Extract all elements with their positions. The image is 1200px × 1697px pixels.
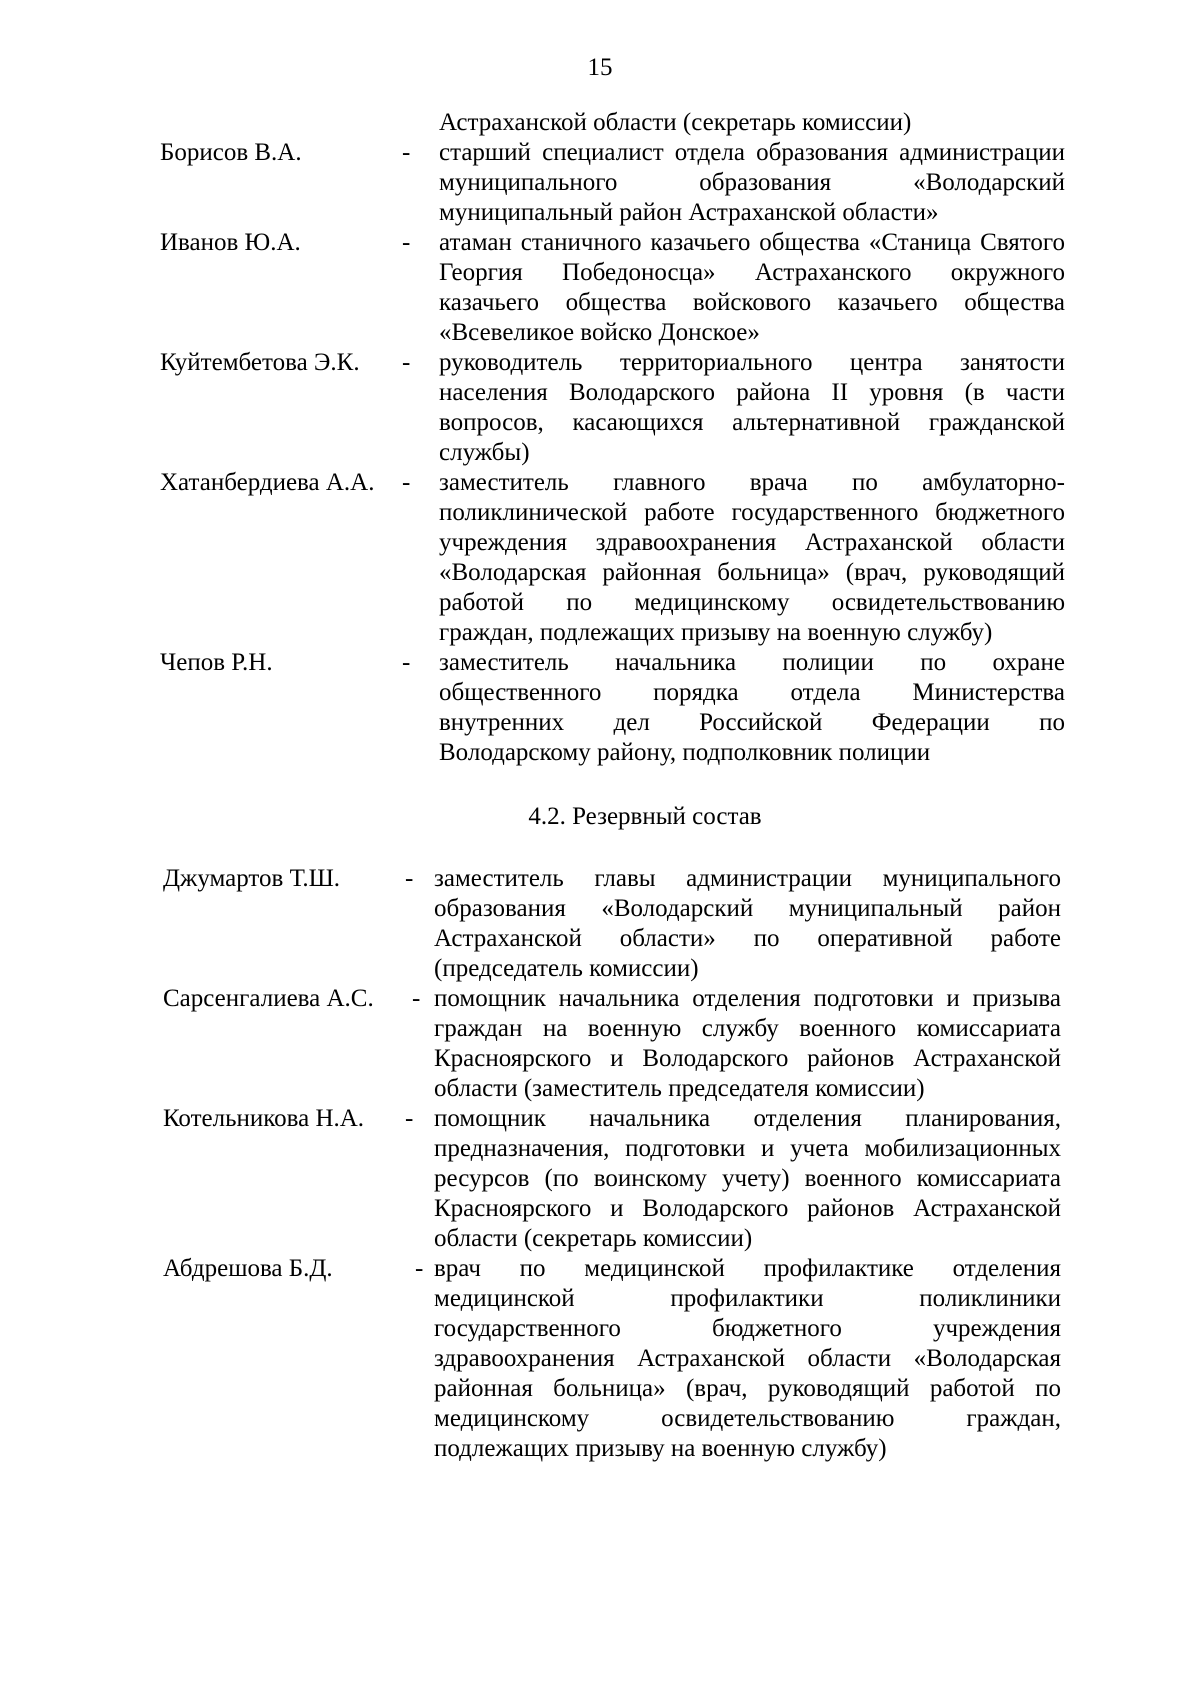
member-name: Куйтембетова Э.К. [160, 349, 360, 376]
text-line: предназначения, подготовки и учета мобилизационных [434, 1135, 1061, 1162]
text-line: Красноярского и Володарского районов Астраханской [434, 1195, 1061, 1222]
text-line: ресурсов (по воинскому учету) военного комиссариата [434, 1165, 1061, 1192]
dash-separator: - [402, 649, 411, 676]
text-line: общественного порядка отдела Министерства [439, 679, 1065, 706]
member-position [434, 864, 1061, 984]
text-line: руководитель территориального центра занятости [439, 349, 1065, 376]
member-name: Абдрешова Б.Д. [163, 1255, 333, 1282]
text-line: медицинской профилактики поликлиники [434, 1285, 1061, 1312]
text-line: старший специалист отдела образования администрации [439, 139, 1065, 166]
text-line: работой по медицинскому освидетельствованию [439, 589, 1065, 616]
text-line: поликлинической работе государственного бюджетного [439, 499, 1065, 526]
member-name: Борисов В.А. [160, 139, 302, 166]
dash-separator: - [412, 985, 421, 1012]
text-line: муниципального образования «Володарский [439, 169, 1065, 196]
text-line: казачьего общества войскового казачьего общества [439, 289, 1065, 316]
text-line: учреждения здравоохранения Астраханской области [439, 529, 1065, 556]
dash-separator: - [402, 229, 411, 256]
member-position [434, 1104, 1061, 1254]
dash-separator: - [402, 469, 411, 496]
text-line: медицинскому освидетельствованию граждан, [434, 1405, 1061, 1432]
text-line: «Володарская районная больница» (врач, руководящий [439, 559, 1065, 586]
text-line: Астраханской области (секретарь комиссии) [439, 109, 912, 136]
text-line: граждан на военную службу военного комиссариата [434, 1015, 1061, 1042]
text-line: атаман станичного казачьего общества «Станица Святого [439, 229, 1065, 256]
member-position [439, 348, 1065, 468]
text-line: муниципальный район Астраханской области» [439, 199, 939, 226]
text-line: Георгия Победоносца» Астраханского окружного [439, 259, 1065, 286]
text-line: государственного бюджетного учреждения [434, 1315, 1061, 1342]
page-number: 15 [587, 54, 613, 81]
member-name: Джумартов Т.Ш. [163, 865, 341, 892]
text-line: заместитель главы администрации муниципального [434, 865, 1061, 892]
text-line: подлежащих призыву на военную службу) [434, 1435, 887, 1462]
dash-separator: - [402, 349, 411, 376]
text-line: внутренних дел Российской Федерации по [439, 709, 1065, 736]
text-line: заместитель начальника полиции по охране [439, 649, 1065, 676]
text-line: населения Володарского района II уровня (в части [439, 379, 1065, 406]
dash-separator: - [405, 1105, 414, 1132]
text-line: граждан, подлежащих призыву на военную службу) [439, 619, 993, 646]
text-line: районная больница» (врач, руководящий работой по [434, 1375, 1061, 1402]
text-line: заместитель главного врача по амбулаторно- [439, 469, 1065, 496]
text-line: врач по медицинской профилактике отделения [434, 1255, 1061, 1282]
dash-separator: - [405, 865, 414, 892]
text-line: образования «Володарский муниципальный район [434, 895, 1061, 922]
member-position [439, 138, 1065, 228]
member-position [439, 468, 1065, 648]
member-position [434, 1254, 1061, 1464]
text-line: службы) [439, 439, 530, 466]
text-line: Володарскому району, подполковник полиции [439, 739, 931, 766]
member-name: Котельникова Н.А. [163, 1105, 365, 1132]
text-line: вопросов, касающихся альтернативной гражданской [439, 409, 1065, 436]
text-line: Астраханской области» по оперативной работе [434, 925, 1061, 952]
text-line: «Всевеликое войско Донское» [439, 319, 760, 346]
text-line: области (заместитель председателя комиссии) [434, 1075, 925, 1102]
dash-separator: - [415, 1255, 424, 1282]
text-line: (председатель комиссии) [434, 955, 699, 982]
member-position [439, 648, 1065, 768]
text-line: Красноярского и Володарского районов Астраханской [434, 1045, 1061, 1072]
section-heading: 4.2. Резервный состав [528, 803, 762, 830]
member-position [434, 984, 1061, 1104]
member-position [439, 228, 1065, 348]
text-line: здравоохранения Астраханской области «Володарская [434, 1345, 1061, 1372]
text-line: помощник начальника отделения подготовки и призыва [434, 985, 1061, 1012]
member-name: Иванов Ю.А. [160, 229, 301, 256]
member-name: Хатанбердиева А.А. [160, 469, 375, 496]
text-line: помощник начальника отделения планирования, [434, 1105, 1061, 1132]
member-name: Сарсенгалиева А.С. [163, 985, 374, 1012]
text-line: области (секретарь комиссии) [434, 1225, 753, 1252]
member-name: Чепов Р.Н. [160, 649, 273, 676]
dash-separator: - [402, 139, 411, 166]
